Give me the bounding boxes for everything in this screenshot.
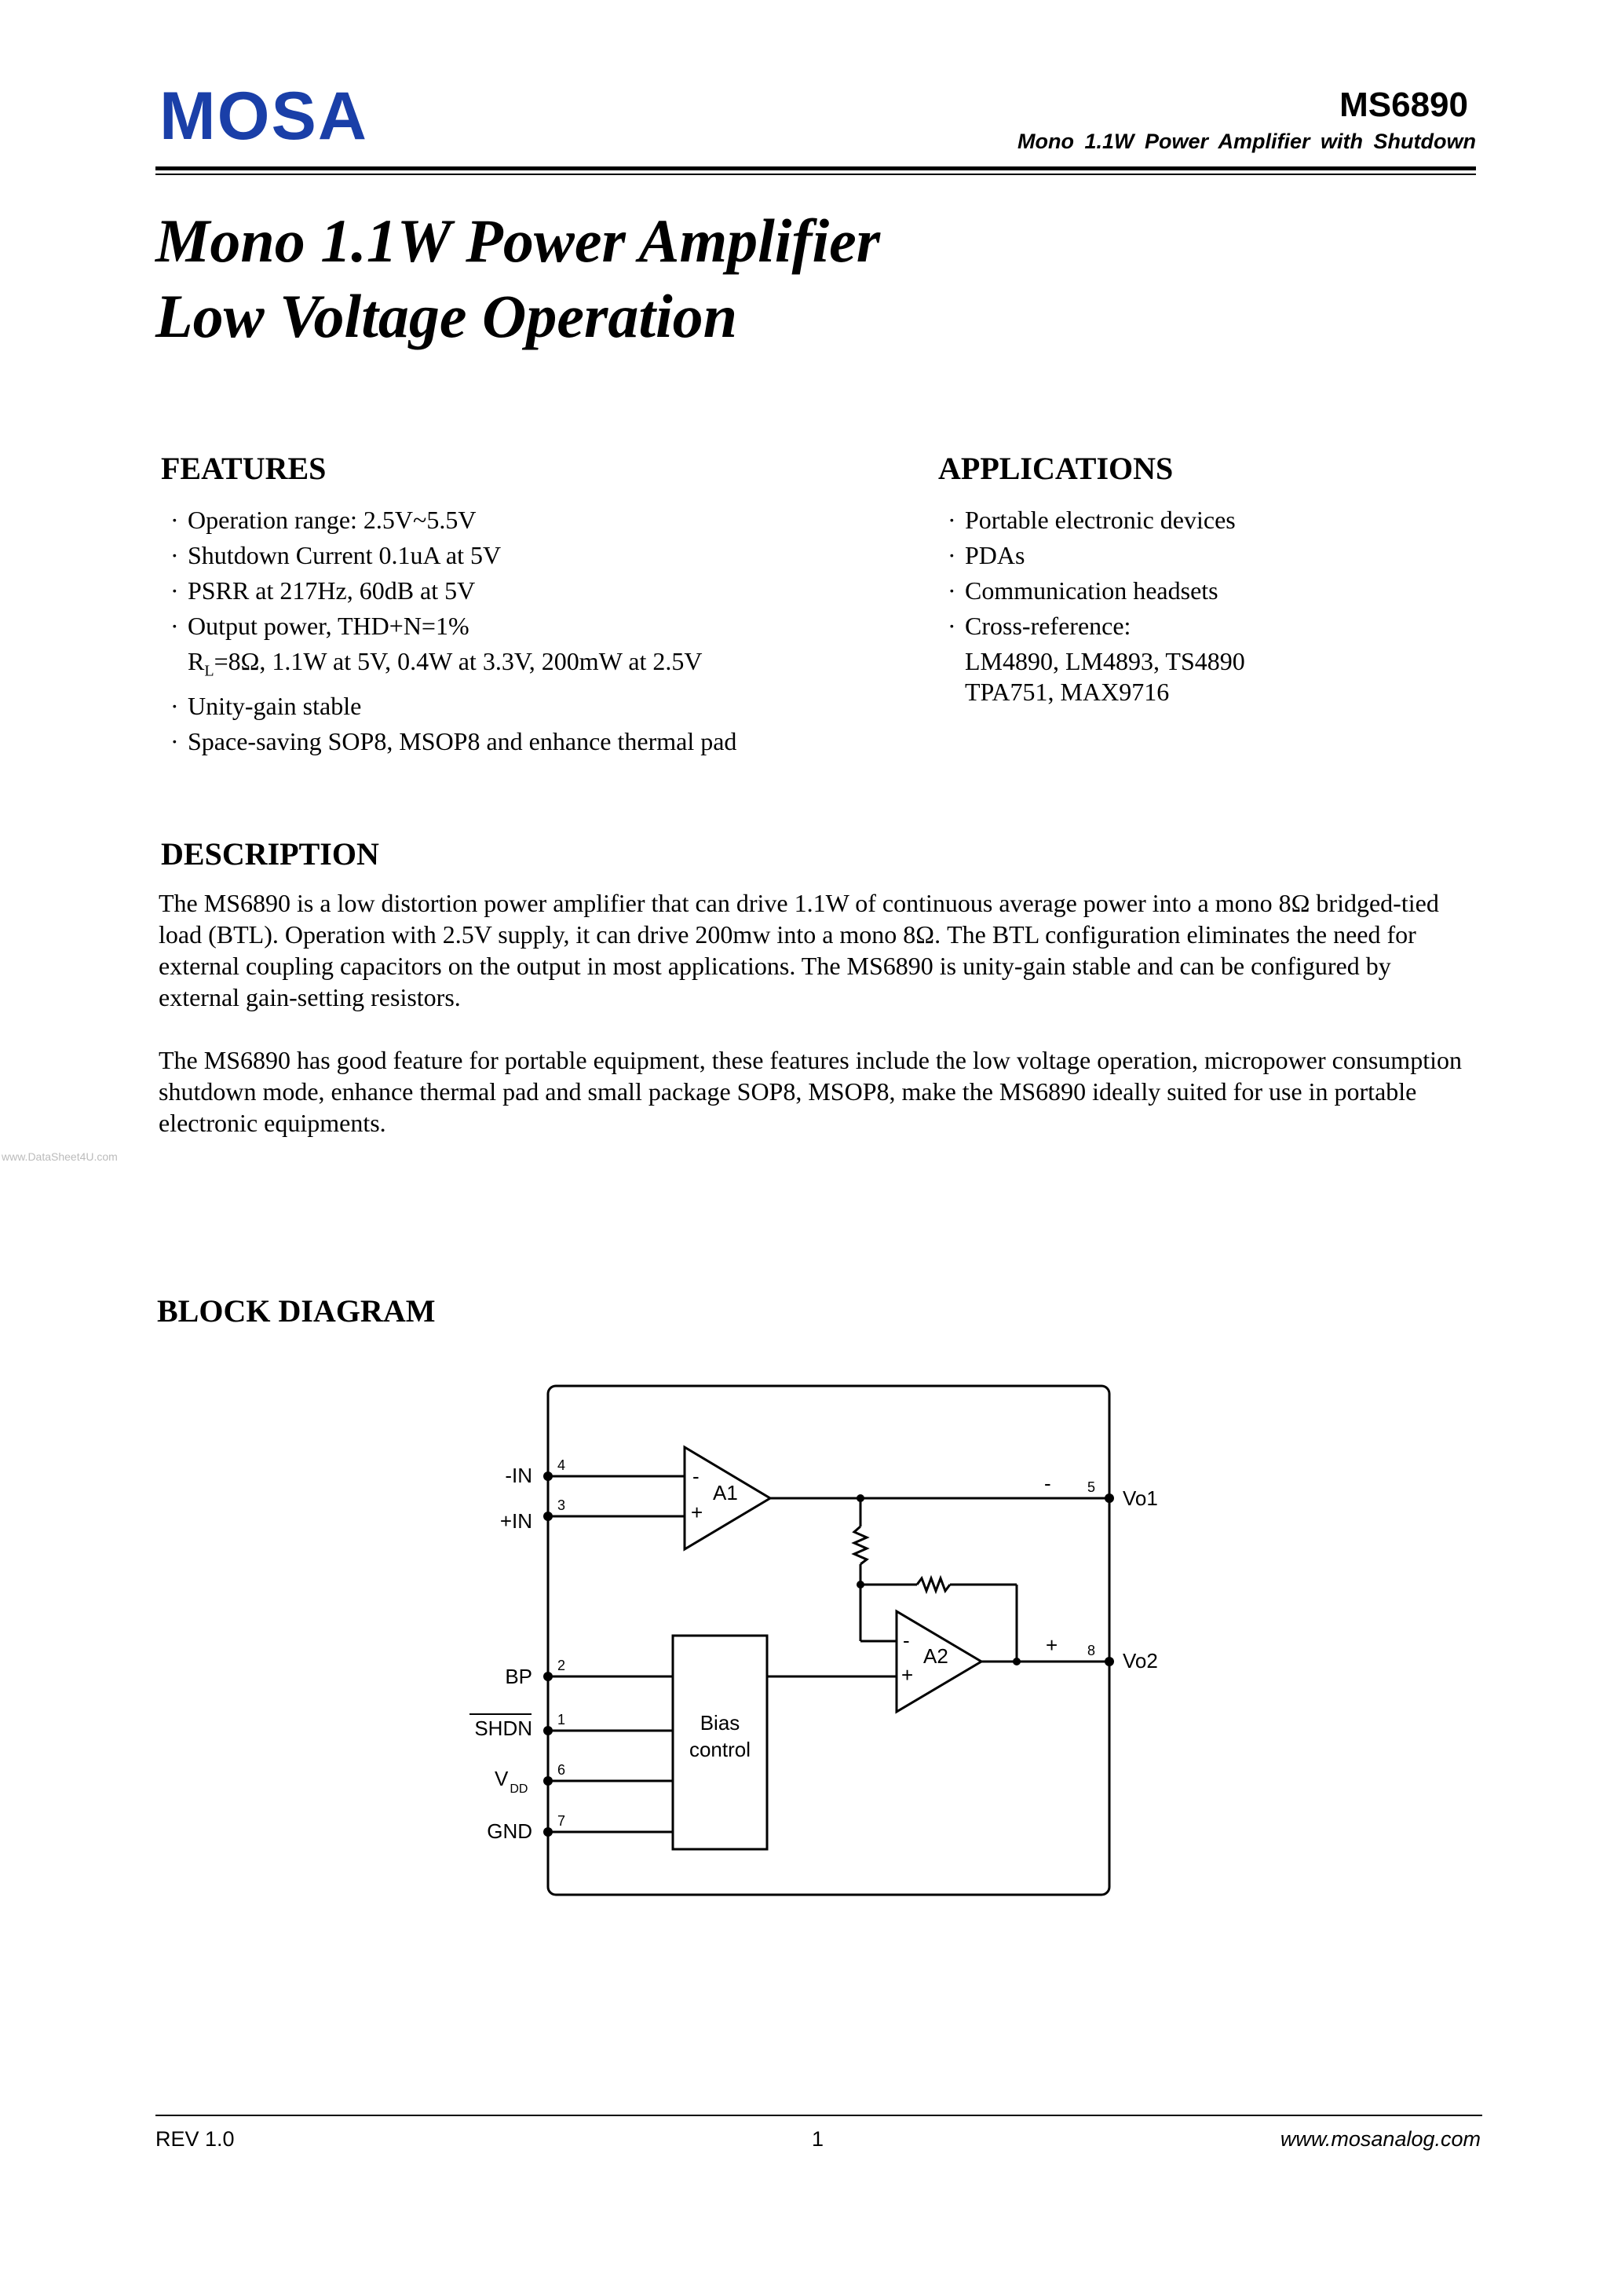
pin-label-gnd: GND — [487, 1819, 532, 1843]
footer-rule — [155, 2115, 1482, 2116]
pin-num-6: 6 — [557, 1762, 566, 1778]
description-paragraph-1: The MS6890 is a low distortion power amplifier that can drive 1.1W of continuous average power into a mono 8Ω bridged-tied load (BTL). Operation with 2.5V supply, it can drive 200mw into a mono 8Ω. The BTL configuration eliminates the need for external coupling capacitors on the output in most applications. The MS6890 is unity-gain stable and can be configured by external gain-setting resistors. — [159, 889, 1439, 1011]
vo1-sign: - — [1044, 1472, 1051, 1495]
pin-dot-1 — [543, 1726, 553, 1735]
bias-label-line2: control — [689, 1738, 751, 1761]
pin-dot-3 — [543, 1512, 553, 1521]
application-item: · Communication headsets — [948, 576, 1218, 605]
resistor-r1 — [854, 1526, 867, 1564]
pin-dot-4 — [543, 1472, 553, 1481]
junction-dot — [1013, 1658, 1021, 1665]
amp-a2-plus: + — [901, 1663, 914, 1687]
application-item: · PDAs — [948, 541, 1025, 569]
pin-label-vdd: V $_{DD}$ — [495, 1767, 528, 1796]
pin-label-shdn: SHDN — [474, 1717, 532, 1740]
footer-revision: REV 1.0 — [155, 2127, 235, 2151]
pin-label-vo2: Vo2 — [1123, 1649, 1158, 1673]
footer-url: www.mosanalog.com — [1280, 2127, 1481, 2151]
doc-title-line2: Low Voltage Operation — [155, 282, 738, 350]
pin-num-8: 8 — [1087, 1643, 1096, 1658]
package-outline — [548, 1386, 1109, 1895]
amp-a1-label: A1 — [713, 1481, 738, 1504]
feature-item: · Output power, THD+N=1% — [170, 612, 469, 640]
pin-label-vo1: Vo1 — [1123, 1486, 1158, 1510]
amp-a1-minus: - — [692, 1464, 700, 1488]
pin-dot-7 — [543, 1827, 553, 1837]
pin-label-in-plus: +IN — [499, 1509, 532, 1533]
pin-num-3: 3 — [557, 1497, 566, 1513]
part-number: MS6890 — [1339, 86, 1468, 124]
feature-item: · Shutdown Current 0.1uA at 5V — [170, 541, 502, 569]
cross-ref-line: TPA751, MAX9716 — [965, 678, 1170, 706]
applications-heading: APPLICATIONS — [938, 451, 1174, 486]
amp-a2-label: A2 — [923, 1644, 948, 1668]
pin-num-5: 5 — [1087, 1479, 1096, 1495]
feature-item: · Operation range: 2.5V~5.5V — [170, 506, 477, 534]
feature-item: · Space-saving SOP8, MSOP8 and enhance thermal pad — [170, 727, 737, 756]
company-logo: MOSA — [159, 79, 368, 154]
description-paragraph-2: The MS6890 has good feature for portable equipment, these features include the low voltage operation, micropower consumption shutdown mode, enhance thermal pad and small package SOP8, MSOP8, make the MS6890 ideally suited for use in portable electronic equipments. — [159, 1046, 1462, 1137]
application-item: · Cross-reference: — [948, 612, 1131, 640]
pin-dot-6 — [543, 1776, 553, 1786]
pin-dot-5 — [1105, 1493, 1114, 1503]
feature-item: · PSRR at 217Hz, 60dB at 5V — [170, 576, 476, 605]
pin-dot-2 — [543, 1672, 553, 1681]
amp-a1-plus: + — [691, 1501, 703, 1524]
junction-dot — [857, 1581, 864, 1589]
doc-title-line1: Mono 1.1W Power Amplifier — [155, 207, 881, 275]
footer-page-number: 1 — [812, 2127, 824, 2151]
pin-label-bp: BP — [505, 1665, 532, 1688]
pin-num-2: 2 — [557, 1658, 566, 1673]
junction-dot — [857, 1494, 864, 1502]
feature-item: · Unity-gain stable — [170, 692, 362, 721]
header-subtitle: Mono 1.1W Power Amplifier with Shutdown — [1017, 130, 1476, 153]
bias-label-line1: Bias — [700, 1711, 740, 1735]
cross-ref-line: LM4890, LM4893, TS4890 — [965, 647, 1245, 675]
pin-num-4: 4 — [557, 1457, 566, 1473]
block-diagram-heading: BLOCK DIAGRAM — [157, 1293, 436, 1329]
pin-num-7: 7 — [557, 1813, 566, 1829]
application-item: · Portable electronic devices — [948, 506, 1236, 534]
pin-num-1: 1 — [557, 1712, 566, 1727]
features-heading: FEATURES — [161, 451, 327, 486]
pin-dot-8 — [1105, 1657, 1114, 1666]
resistor-rf — [917, 1578, 950, 1591]
watermark: www.DataSheet4U.com — [2, 1150, 118, 1163]
vo2-sign: + — [1046, 1633, 1058, 1657]
amp-a2-minus: - — [903, 1629, 910, 1652]
pin-label-in-minus: -IN — [505, 1464, 532, 1487]
feature-output-power-detail: $R_L=8\Omega$, 1.1W at 5V, 0.4W at 3.3V, 200mW at 2.5V — [188, 647, 703, 680]
description-heading: DESCRIPTION — [161, 836, 379, 872]
